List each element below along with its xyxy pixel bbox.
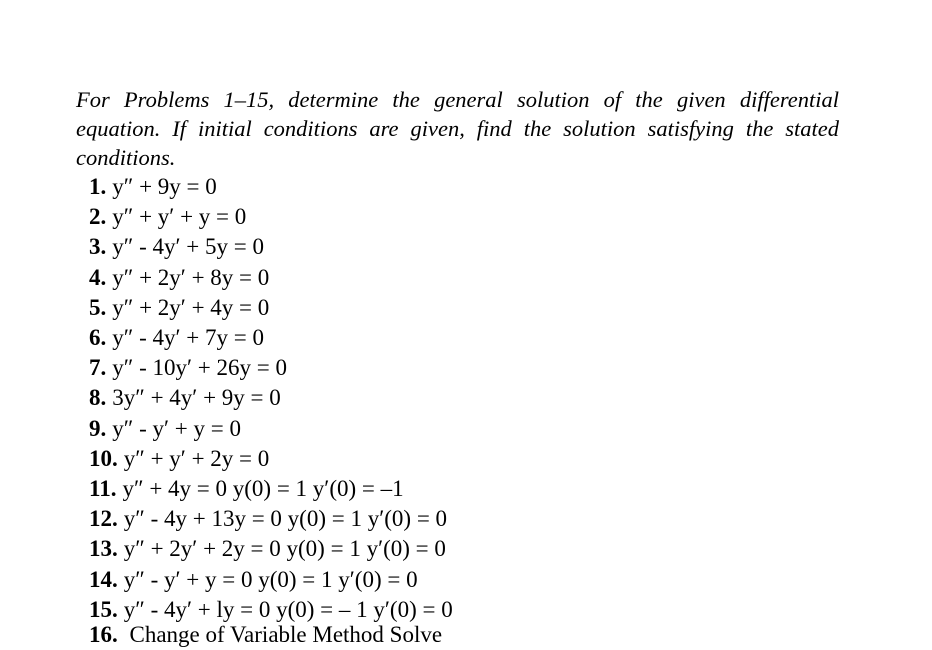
problem-item: [89, 504, 453, 534]
problem-equation: y″ - y′ + y = 0: [112, 415, 241, 441]
problem-number: 10.: [89, 445, 118, 471]
problem-number: 15.: [89, 596, 118, 622]
problem-item: [89, 534, 453, 564]
cut-off-problem: [89, 620, 443, 647]
problem-number: 12.: [89, 506, 118, 532]
problem-number: 6.: [89, 325, 107, 351]
problem-item: [89, 383, 453, 413]
problem-equation: y″ - 4y + 13y = 0 y(0) = 1 y′(0) = 0: [123, 506, 448, 532]
intro-paragraph: For Problems 1–15, determine the general solution of the given differential equation. If initial conditions are given, find the solution satisfying the stated conditions.: [76, 87, 839, 170]
problem-item: [89, 172, 453, 202]
problem-equation: y″ + y′ + 2y = 0: [123, 445, 270, 471]
problem-equation: y″ + 2y′ + 8y = 0: [112, 264, 270, 290]
problem-equation: y″ - y′ + y = 0 y(0) = 1 y′(0) = 0: [123, 566, 418, 592]
problem-number: 16.: [89, 622, 118, 647]
problem-item: [89, 565, 453, 595]
problem-item: [89, 323, 453, 353]
problem-equation: y″ - 4y′ + 5y = 0: [112, 234, 264, 260]
problem-number: 11.: [89, 476, 117, 502]
problem-number: 5.: [89, 294, 107, 320]
problem-equation: y″ + 9y = 0: [112, 174, 217, 199]
problem-item: [89, 232, 453, 262]
problem-number: 1.: [89, 174, 107, 199]
problem-number: 3.: [89, 234, 107, 260]
problem-item: [89, 202, 453, 232]
problem-item: [89, 414, 453, 444]
problem-number: 9.: [89, 415, 107, 441]
problem-equation: y″ + 2y′ + 4y = 0: [112, 294, 270, 320]
problem-number: 2.: [89, 204, 107, 230]
problem-item: [89, 293, 453, 323]
problem-equation: y″ - 10y′ + 26y = 0: [112, 355, 287, 381]
problem-list: [89, 172, 453, 625]
problem-item: [89, 474, 453, 504]
problem-equation: y″ - 4y′ + 7y = 0: [112, 325, 264, 351]
problem-number: 14.: [89, 566, 118, 592]
problem-number: 7.: [89, 355, 107, 381]
problem-item: [89, 444, 453, 474]
problem-equation: y″ - 4y′ + ly = 0 y(0) = – 1 y′(0) = 0: [123, 596, 453, 622]
problem-item: [89, 263, 453, 293]
problem-equation: 3y″ + 4y′ + 9y = 0: [112, 385, 281, 411]
problem-equation: y″ + 2y′ + 2y = 0 y(0) = 1 y′(0) = 0: [123, 536, 446, 562]
problem-item: [89, 353, 453, 383]
problem-equation: y″ + y′ + y = 0: [112, 204, 247, 230]
problem-number: 13.: [89, 536, 118, 562]
problem-number: 4.: [89, 264, 107, 290]
problem-text: Change of Variable Method Solve: [129, 622, 443, 647]
problem-equation: y″ + 4y = 0 y(0) = 1 y′(0) = –1: [122, 476, 404, 502]
problem-number: 8.: [89, 385, 107, 411]
